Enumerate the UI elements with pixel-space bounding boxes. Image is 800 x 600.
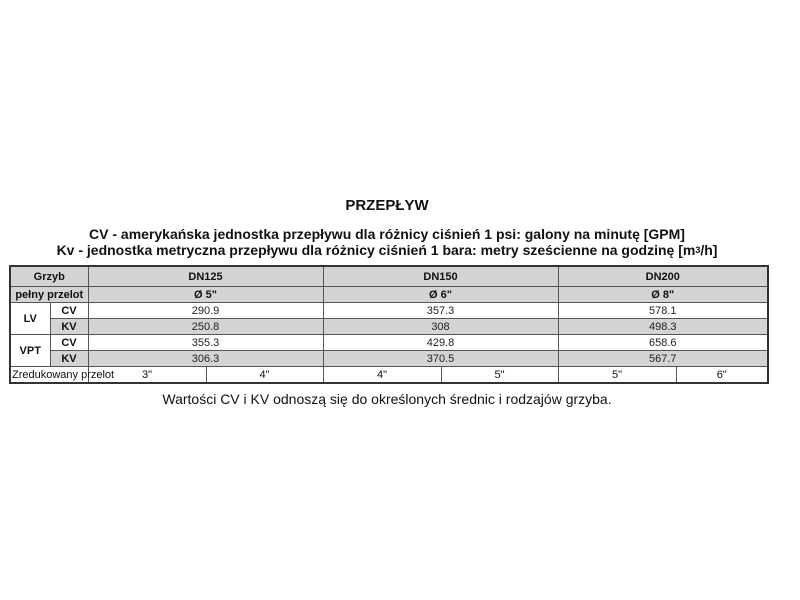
column-size-dn150: DN150 [323, 266, 558, 287]
column-diameter-dn150: Ø 6" [323, 287, 558, 303]
table-cell: 429.8 [323, 335, 558, 351]
table-cell: 308 [323, 319, 558, 335]
kv-definition-suffix: /h] [700, 242, 718, 258]
kv-definition [0, 242, 774, 258]
column-diameter-dn200: Ø 8" [558, 287, 768, 303]
page-title: PRZEPŁYW [345, 197, 429, 214]
unit-label: KV [50, 351, 88, 367]
table-cell: 370.5 [323, 351, 558, 367]
table-cell: 290.9 [88, 303, 323, 319]
reduced-cell: 5" [558, 367, 676, 384]
reduced-label: Zredukowany przelot [10, 367, 88, 384]
unit-label: CV [50, 303, 88, 319]
table-cell: 498.3 [558, 319, 768, 335]
reduced-cell: 6" [676, 367, 768, 384]
unit-label: CV [50, 335, 88, 351]
row-type-vpt: VPT [10, 335, 50, 367]
footnote: Wartości CV i KV odnoszą się do określonych średnic i rodzajów grzyba. [162, 391, 612, 407]
table-row [10, 335, 768, 351]
kv-definition-superscript: 3 [695, 245, 701, 255]
reduced-cell: 4" [323, 367, 441, 384]
column-size-dn125: DN125 [88, 266, 323, 287]
column-diameter-dn125: Ø 5" [88, 287, 323, 303]
kv-definition-text: Kv - jednostka metryczna przepływu dla różnicy ciśnień 1 bara: metry sześcienne na godzinę [m [56, 242, 696, 258]
table-cell: 658.6 [558, 335, 768, 351]
row-type-lv: LV [10, 303, 50, 335]
reduced-row [10, 367, 768, 384]
flow-table [9, 265, 769, 384]
reduced-cell: 5" [441, 367, 558, 384]
unit-label: KV [50, 319, 88, 335]
reduced-cell: 4" [206, 367, 323, 384]
row-header-label: Grzyb [10, 266, 88, 287]
reduced-cell: 3" [88, 367, 206, 384]
table-row [10, 351, 768, 367]
size-header-row [10, 266, 768, 287]
table-cell: 578.1 [558, 303, 768, 319]
table-row [10, 319, 768, 335]
diameter-header-row [10, 287, 768, 303]
table-cell: 355.3 [88, 335, 323, 351]
table-cell: 306.3 [88, 351, 323, 367]
cv-definition: CV - amerykańska jednostka przepływu dla różnicy ciśnień 1 psi: galony na minutę [GPM] [89, 226, 685, 242]
table-cell: 357.3 [323, 303, 558, 319]
row-header-sublabel: pełny przelot [10, 287, 88, 303]
column-size-dn200: DN200 [558, 266, 768, 287]
table-cell: 567.7 [558, 351, 768, 367]
table-row [10, 303, 768, 319]
table-cell: 250.8 [88, 319, 323, 335]
